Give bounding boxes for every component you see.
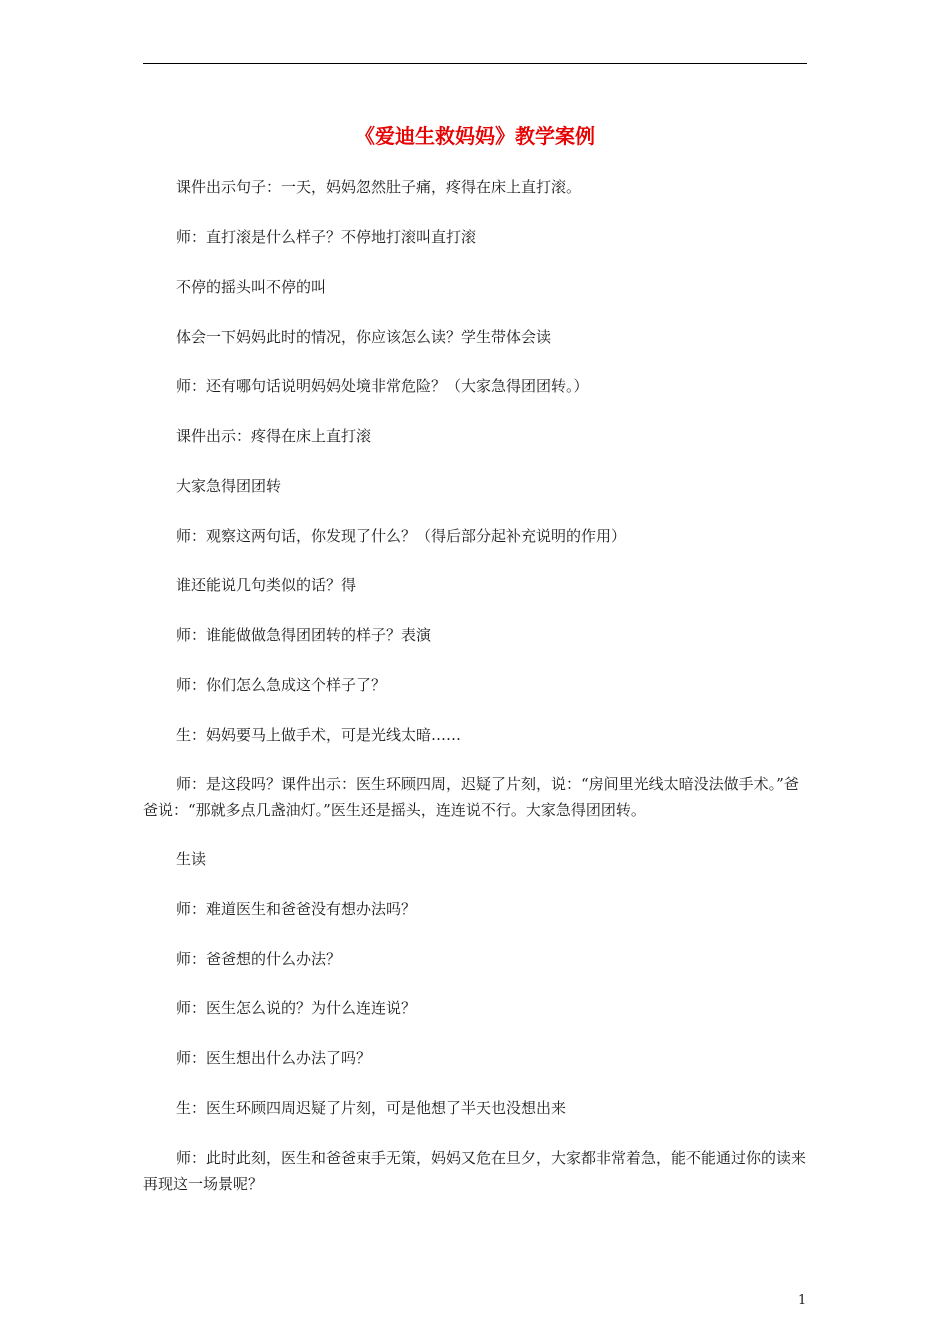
- document-title: 《爱迪生救妈妈》教学案例: [355, 124, 595, 148]
- paragraph: 不停的摇头叫不停的叫: [176, 278, 327, 296]
- paragraph: 师：你们怎么急成这个样子了？: [176, 676, 387, 694]
- page-number: 1: [798, 1293, 807, 1308]
- paragraph: 生读: [176, 850, 207, 868]
- paragraph: 师：观察这两句话，你发现了什么？（得后部分起补充说明的作用）: [176, 527, 627, 545]
- paragraph: 师：是这段吗？课件出示：医生环顾四周，迟疑了片刻，说：“房间里光线太暗没法做手术。”爸爸说：“那就多点几盏油灯。”医生还是摇头，连连说不行。大家急得团团转。: [143, 775, 799, 819]
- paragraph: 生：妈妈要马上做手术，可是光线太暗……: [176, 726, 462, 744]
- paragraph: 课件出示：疼得在床上直打滚: [176, 427, 372, 445]
- paragraph: 生：医生环顾四周迟疑了片刻，可是他想了半天也没想出来: [176, 1099, 567, 1117]
- paragraph: 师：谁能做做急得团团转的样子？表演: [176, 626, 432, 644]
- paragraph: 师：爸爸想的什么办法？: [176, 950, 342, 968]
- paragraph: 师：直打滚是什么样子？不停地打滚叫直打滚: [176, 228, 477, 246]
- paragraph: 师：还有哪句话说明妈妈处境非常危险？（大家急得团团转。）: [176, 377, 589, 395]
- paragraph: 课件出示句子：一天，妈妈忽然肚子痛，疼得在床上直打滚。: [176, 178, 582, 196]
- paragraph: 大家急得团团转: [176, 477, 282, 495]
- paragraph: 谁还能说几句类似的话？得: [176, 576, 357, 594]
- paragraph: 师：此时此刻，医生和爸爸束手无策，妈妈又危在旦夕，大家都非常着急，能不能通过你的读来再现这一场景呢？: [143, 1149, 807, 1193]
- paragraph: 师：医生怎么说的？为什么连连说？: [176, 999, 417, 1017]
- paragraph: 师：难道医生和爸爸没有想办法吗？: [176, 900, 417, 918]
- paragraph: 师：医生想出什么办法了吗？: [176, 1049, 372, 1067]
- paragraph: 体会一下妈妈此时的情况，你应该怎么读？学生带体会读: [176, 328, 552, 346]
- header-rule: [143, 63, 807, 64]
